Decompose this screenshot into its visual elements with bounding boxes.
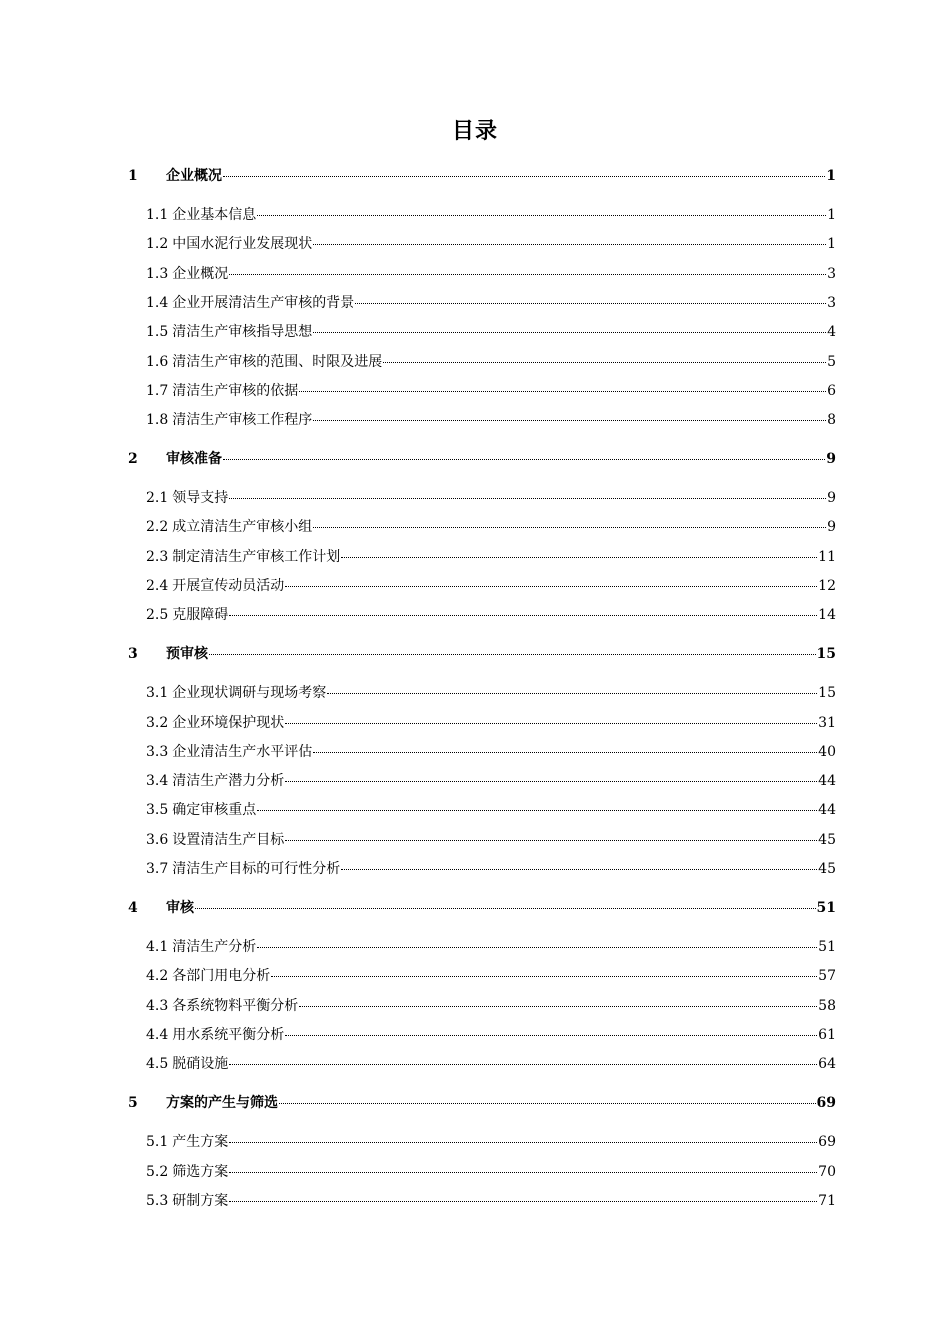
toc-section-entry[interactable] [146, 294, 836, 312]
toc-section-entry[interactable] [146, 382, 836, 400]
toc-entry-page-number: 14 [818, 607, 836, 623]
toc-chapter-entry[interactable] [128, 899, 836, 917]
toc-entry-label: 开展宣传动员活动 [172, 578, 285, 594]
toc-entry-page-number: 8 [827, 412, 836, 428]
toc-entry-page-number: 71 [818, 1193, 836, 1209]
toc-section-entry[interactable] [146, 548, 836, 566]
dot-leader [195, 908, 816, 909]
toc-entry-page-number: 12 [818, 578, 836, 594]
toc-entry-page-number: 9 [827, 519, 836, 535]
toc-entry-page-number: 44 [818, 802, 836, 818]
toc-section-entry[interactable] [146, 967, 836, 985]
dot-leader [313, 752, 817, 753]
toc-section-entry[interactable] [146, 265, 836, 283]
toc-section-entry[interactable] [146, 997, 836, 1015]
toc-entry-label: 企业概况 [172, 266, 229, 282]
toc-entry-number: 2.2 [146, 519, 169, 535]
toc-section-entry[interactable] [146, 1133, 836, 1151]
toc-entry-number: 2.3 [146, 549, 169, 565]
dot-leader [257, 215, 826, 216]
toc-section-entry[interactable] [146, 684, 836, 702]
toc-section-entry[interactable] [146, 860, 836, 878]
toc-entry-label: 用水系统平衡分析 [172, 1027, 285, 1043]
toc-entry-number: 1.7 [146, 383, 169, 399]
toc-entry-number: 1.2 [146, 236, 169, 252]
toc-entry-label: 筛选方案 [172, 1164, 229, 1180]
toc-entry-page-number: 3 [827, 266, 836, 282]
dot-leader [285, 1035, 817, 1036]
toc-entry-number: 1.6 [146, 354, 169, 370]
toc-entry-number: 4.3 [146, 998, 169, 1014]
toc-entry-label: 设置清洁生产目标 [172, 832, 285, 848]
toc-entry-page-number: 44 [818, 773, 836, 789]
dot-leader [229, 498, 826, 499]
toc-section-entry[interactable] [146, 411, 836, 429]
toc-entry-label: 各部门用电分析 [172, 968, 271, 984]
toc-entry-number: 2.1 [146, 490, 169, 506]
dot-leader [257, 947, 817, 948]
toc-entry-label: 企业环境保护现状 [172, 715, 285, 731]
toc-entry-page-number: 11 [818, 549, 836, 565]
toc-entry-page-number: 69 [818, 1134, 836, 1150]
toc-chapter-entry[interactable] [128, 645, 836, 663]
dot-leader [229, 1201, 817, 1202]
toc-title: 目录 [451, 118, 498, 144]
toc-entry-number: 4.4 [146, 1027, 169, 1043]
dot-leader [355, 303, 826, 304]
toc-entry-page-number: 31 [818, 715, 836, 731]
toc-section-entry[interactable] [146, 772, 836, 790]
toc-entry-page-number: 51 [816, 900, 836, 916]
toc-entry-number: 3.3 [146, 744, 169, 760]
toc-section-entry[interactable] [146, 1055, 836, 1073]
toc-entry-label: 审核 [166, 900, 194, 916]
toc-entry-label: 产生方案 [172, 1134, 229, 1150]
toc-entry-page-number: 15 [816, 646, 836, 662]
toc-entry-label: 清洁生产审核指导思想 [172, 324, 313, 340]
toc-entry-page-number: 45 [818, 832, 836, 848]
dot-leader [209, 654, 816, 655]
toc-entry-page-number: 69 [816, 1095, 836, 1111]
toc-entry-page-number: 40 [818, 744, 836, 760]
toc-entry-number: 2.4 [146, 578, 169, 594]
dot-leader [229, 1064, 817, 1065]
toc-entry-number: 1.8 [146, 412, 169, 428]
toc-entry-label: 预审核 [166, 646, 208, 662]
toc-entry-page-number: 64 [818, 1056, 836, 1072]
toc-entry-page-number: 1 [827, 207, 836, 223]
dot-leader [327, 693, 817, 694]
dot-leader [271, 976, 817, 977]
toc-entry-number: 3.2 [146, 715, 169, 731]
toc-entry-number: 4.5 [146, 1056, 169, 1072]
toc-entry-page-number: 1 [827, 236, 836, 252]
toc-entry-page-number: 61 [818, 1027, 836, 1043]
toc-section-entry[interactable] [146, 831, 836, 849]
toc-section-entry[interactable] [146, 489, 836, 507]
dot-leader [313, 244, 826, 245]
toc-entry-label: 脱硝设施 [172, 1056, 229, 1072]
dot-leader [223, 176, 825, 177]
dot-leader [299, 1006, 817, 1007]
toc-entry-number: 1.3 [146, 266, 169, 282]
dot-leader [313, 420, 826, 421]
toc-entry-label: 制定清洁生产审核工作计划 [172, 549, 341, 565]
toc-entry-label: 研制方案 [172, 1193, 229, 1209]
toc-entry-number: 3 [128, 646, 138, 662]
toc-entry-page-number: 58 [818, 998, 836, 1014]
toc-entry-number: 5.3 [146, 1193, 169, 1209]
toc-entry-label: 企业开展清洁生产审核的背景 [172, 295, 355, 311]
dot-leader [285, 840, 817, 841]
dot-leader [229, 615, 817, 616]
dot-leader [285, 723, 817, 724]
toc-entry-label: 清洁生产审核工作程序 [172, 412, 313, 428]
toc-entry-number: 3.6 [146, 832, 169, 848]
toc-section-entry[interactable] [146, 743, 836, 761]
toc-entry-label: 企业清洁生产水平评估 [172, 744, 313, 760]
toc-entry-number: 4 [128, 900, 138, 916]
toc-entry-label: 清洁生产潜力分析 [172, 773, 285, 789]
dot-leader [223, 459, 825, 460]
toc-section-entry[interactable] [146, 1026, 836, 1044]
toc-section-entry[interactable] [146, 801, 836, 819]
toc-entry-number: 2.5 [146, 607, 169, 623]
toc-entry-page-number: 45 [818, 861, 836, 877]
toc-entry-label: 企业现状调研与现场考察 [172, 685, 327, 701]
dot-leader [313, 527, 826, 528]
dot-leader [341, 557, 817, 558]
toc-section-entry[interactable] [146, 206, 836, 224]
toc-entry-label: 确定审核重点 [172, 802, 257, 818]
toc-entry-label: 中国水泥行业发展现状 [172, 236, 313, 252]
dot-leader [229, 1142, 817, 1143]
toc-entry-label: 清洁生产目标的可行性分析 [172, 861, 341, 877]
toc-section-entry[interactable] [146, 518, 836, 536]
dot-leader [341, 869, 817, 870]
toc-chapter-entry[interactable] [128, 167, 836, 185]
dot-leader [229, 274, 826, 275]
toc-entry-page-number: 51 [818, 939, 836, 955]
toc-chapter-entry[interactable] [128, 450, 836, 468]
toc-entry-page-number: 5 [827, 354, 836, 370]
dot-leader [279, 1103, 816, 1104]
toc-section-entry[interactable] [146, 714, 836, 732]
toc-entry-number: 1.1 [146, 207, 169, 223]
toc-entry-label: 成立清洁生产审核小组 [172, 519, 313, 535]
toc-entry-label: 清洁生产审核的依据 [172, 383, 299, 399]
toc-entry-label: 各系统物料平衡分析 [172, 998, 299, 1014]
toc-entry-label: 方案的产生与筛选 [166, 1095, 278, 1111]
toc-entry-number: 2 [128, 451, 138, 467]
toc-entry-number: 1 [128, 168, 138, 184]
toc-entry-number: 3.5 [146, 802, 169, 818]
toc-entry-number: 5 [128, 1095, 138, 1111]
toc-entry-page-number: 6 [827, 383, 836, 399]
dot-leader [383, 362, 826, 363]
toc-section-entry[interactable] [146, 606, 836, 624]
toc-entry-label: 领导支持 [172, 490, 229, 506]
toc-section-entry[interactable] [146, 323, 836, 341]
dot-leader [313, 332, 826, 333]
toc-entry-number: 5.2 [146, 1164, 169, 1180]
toc-entry-label: 清洁生产分析 [172, 939, 257, 955]
toc-entry-page-number: 15 [818, 685, 836, 701]
toc-entry-page-number: 1 [826, 168, 836, 184]
toc-section-entry[interactable] [146, 353, 836, 371]
toc-section-entry[interactable] [146, 577, 836, 595]
toc-entry-page-number: 4 [827, 324, 836, 340]
toc-section-entry[interactable] [146, 235, 836, 253]
toc-entry-number: 3.1 [146, 685, 169, 701]
toc-entry-number: 4.2 [146, 968, 169, 984]
toc-entry-page-number: 70 [818, 1164, 836, 1180]
toc-entry-number: 4.1 [146, 939, 169, 955]
toc-entry-label: 审核准备 [166, 451, 222, 467]
dot-leader [257, 810, 817, 811]
toc-entry-number: 3.7 [146, 861, 169, 877]
toc-entry-number: 1.4 [146, 295, 169, 311]
toc-entry-number: 5.1 [146, 1134, 169, 1150]
toc-entry-label: 企业概况 [166, 168, 222, 184]
toc-entry-page-number: 9 [826, 451, 836, 467]
dot-leader [299, 391, 826, 392]
toc-entry-label: 克服障碍 [172, 607, 229, 623]
toc-section-entry[interactable] [146, 938, 836, 956]
dot-leader [229, 1172, 817, 1173]
toc-entry-label: 清洁生产审核的范围、时限及进展 [172, 354, 383, 370]
toc-section-entry[interactable] [146, 1192, 836, 1210]
dot-leader [285, 586, 817, 587]
dot-leader [285, 781, 817, 782]
toc-entry-label: 企业基本信息 [172, 207, 257, 223]
toc-entry-page-number: 9 [827, 490, 836, 506]
toc-chapter-entry[interactable] [128, 1094, 836, 1112]
toc-entry-number: 1.5 [146, 324, 169, 340]
toc-section-entry[interactable] [146, 1163, 836, 1181]
toc-entry-page-number: 57 [818, 968, 836, 984]
toc-entry-page-number: 3 [827, 295, 836, 311]
toc-entry-number: 3.4 [146, 773, 169, 789]
